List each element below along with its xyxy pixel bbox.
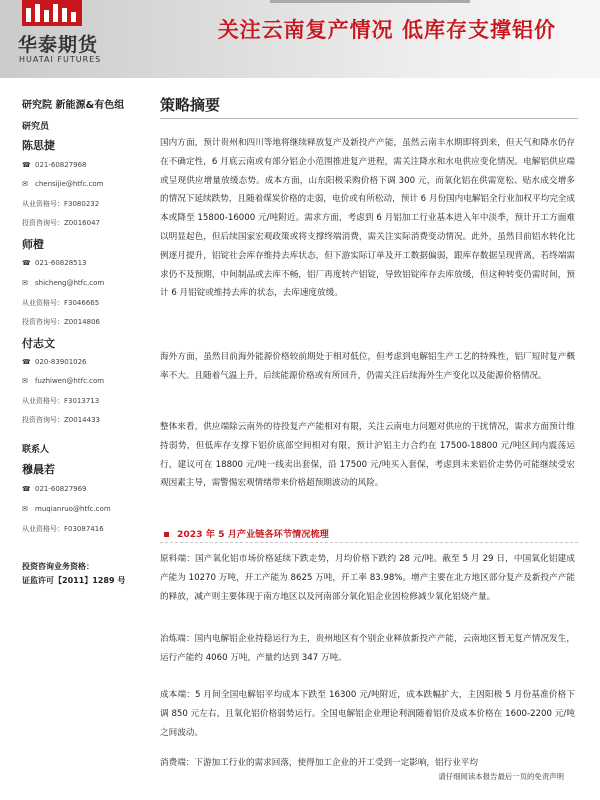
chain-paragraph: 消费端：下游加工行业的需求回落，使得加工企业的开工受到一定影响，铝行业平均 [160, 758, 478, 768]
contact-name: 穆晨若 [22, 463, 55, 476]
summary-title: 策略摘要 [160, 96, 221, 114]
analyst-investment-id: 投资咨询号：Z0014433 [22, 416, 100, 424]
summary-paragraph: 海外方面，虽然目前海外能源价格较前期处于相对低位，但考虑到电解铝生产工艺的特殊性，铝厂短时复产概率不大。且随着气温上升，后续能源价格或有所回升，仍需关注后续海外生产变化以及能源价格情况。 [160, 352, 575, 381]
license-number: 证监许可【2011】1289 号 [22, 576, 126, 585]
summary-paragraph: 国内方面，预计贵州和四川等地将继续释放复产及新投产产能，虽然云南丰水期即将到来，但天气和降水仍存在不确定性，6 月底云南或有部分铝企小范围推进复产进程，需关注降水和水电供应变化情况。电解铝供应端或呈现供应增量放缓态势。成本方面，山东阳极采购价格下调 300 元，而氧化铝在供需宽松、贴水成交增多的情况下延续跌势，且随着煤炭价格的走弱，电价或有所松动，预计 6 月份国内电解铝全行业加权平均完全成本或降至 15800-16000 元/吨附近。需求方面，考虑到 6 月铝加工行业基本进入年中淡季，预计开工方面难以明显起色，但后续国家宏观政策或将支撑终端消费，需关注实际消费变动情况。此外，虽然目前铝水转化比例逐月提升，铝锭社会库存维持去库状态，但下游实际订单及开工数据偏弱，跟库存数据呈现背离，若终端需求仍不及预期，中间制品或去库不畅，铝厂再度转产铝锭，导致铝锭库存去库放缓，但这种转变仍需时间，预计 6 月铝锭或维持去库的状态，去库速度放缓。 [160, 138, 575, 299]
phone-icon: ☎ [22, 161, 31, 169]
contact-title: 联系人 [22, 445, 50, 455]
email-icon: ✉ [22, 377, 28, 385]
analyst-name: 师橙 [22, 238, 44, 251]
report-header [0, 0, 600, 78]
phone-icon: ☎ [22, 358, 31, 366]
header-strip [270, 0, 470, 3]
phone-icon: ☎ [22, 485, 31, 493]
email-icon: ✉ [22, 180, 28, 188]
analyst-phone: ☎ 021-60828513 [22, 259, 87, 267]
analyst-name: 陈思捷 [22, 139, 55, 152]
analyst-phone: ☎ 021-60827968 [22, 161, 87, 169]
main-content [160, 78, 600, 800]
huatai-logo-icon [22, 0, 82, 26]
square-bullet-icon [164, 532, 169, 537]
section-heading: 2023 年 5 月产业链各环节情况梳理 [160, 526, 329, 540]
analyst-investment-id: 投资咨询号：Z0014806 [22, 318, 100, 326]
chain-paragraph: 原料端：国产氧化铝市场价格延续下跌走势，月均价格下跌约 28 元/吨。截至 5 月 29 日，中国氧化铝建成产能为 10270 万吨，开工产能为 8625 万吨，开工率 83.98%。增产主要在北方地区部分复产及新投产产能的释放，减产则主要体现于南方地区以及河南部分氧化铝企业因检修减少氧化铝烧产量。 [160, 554, 575, 602]
contact-email[interactable]: ✉ muqianruo@htfc.com [22, 505, 111, 513]
analyst-email[interactable]: ✉ fuzhiwen@htfc.com [22, 377, 105, 385]
analyst-qualification: 从业资格号：F3013713 [22, 397, 100, 405]
analyst-investment-id: 投资咨询号：Z0016047 [22, 219, 100, 227]
email-icon: ✉ [22, 505, 28, 513]
divider [160, 118, 578, 119]
analyst-email[interactable]: ✉ chensijie@htfc.com [22, 180, 104, 188]
department-label: 研究院 新能源&有色组 [22, 100, 125, 111]
disclaimer-note: 请仔细阅读本报告最后一页的免责声明 [438, 772, 564, 781]
license-label: 投资咨询业务资格： [22, 562, 94, 571]
divider [160, 542, 578, 543]
analyst-qualification: 从业资格号：F3046665 [22, 299, 100, 307]
chain-paragraph: 冶炼端：国内电解铝企业持稳运行为主，贵州地区有个别企业释放新投产产能，云南地区暂无复产情况发生，运行产能约 4060 万吨，产量约达到 347 万吨。 [160, 634, 575, 663]
researchers-title: 研究员 [22, 122, 50, 132]
email-icon: ✉ [22, 279, 28, 287]
brand-name-en: HUATAI FUTURES [19, 55, 102, 64]
analyst-name: 付志文 [22, 337, 55, 350]
report-headline: 关注云南复产情况 低库存支撑铝价 [217, 18, 556, 42]
sidebar [0, 78, 160, 800]
analyst-phone: ☎ 020-83901026 [22, 358, 87, 366]
analyst-email[interactable]: ✉ shicheng@htfc.com [22, 279, 105, 287]
contact-phone: ☎ 021-60827969 [22, 485, 87, 493]
brand-name: 华泰期货 [18, 34, 99, 56]
summary-paragraph: 整体来看，供应端除云南外的待投复产产能相对有限，关注云南电力问题对供应的干扰情况，需求方面预计维持弱势，但低库存支撑下铝价底部空间相对有限，预计沪铝主力合约在 17500-18800 元/吨区间内震荡运行，建议可在 18800 元/吨一线卖出套保，沿 17500 元/吨买入套保，考虑到未来铝价走势仍可能继续受宏观因素主导，需警惕宏观情绪带来价格超预期波动的风险。 [160, 422, 575, 489]
analyst-qualification: 从业资格号：F3080232 [22, 200, 100, 208]
chain-paragraph: 成本端：5 月间全国电解铝平均成本下跌至 16300 元/吨附近，成本跌幅扩大，主因阳极 5 月份基准价格下调 850 元左右，且氧化铝价格弱势运行。全国电解铝企业理论利润随着铝价及成本价格在 1600-2200 元/吨之间波动。 [160, 690, 575, 738]
contact-qualification: 从业资格号：F03087416 [22, 525, 104, 533]
phone-icon: ☎ [22, 259, 31, 267]
